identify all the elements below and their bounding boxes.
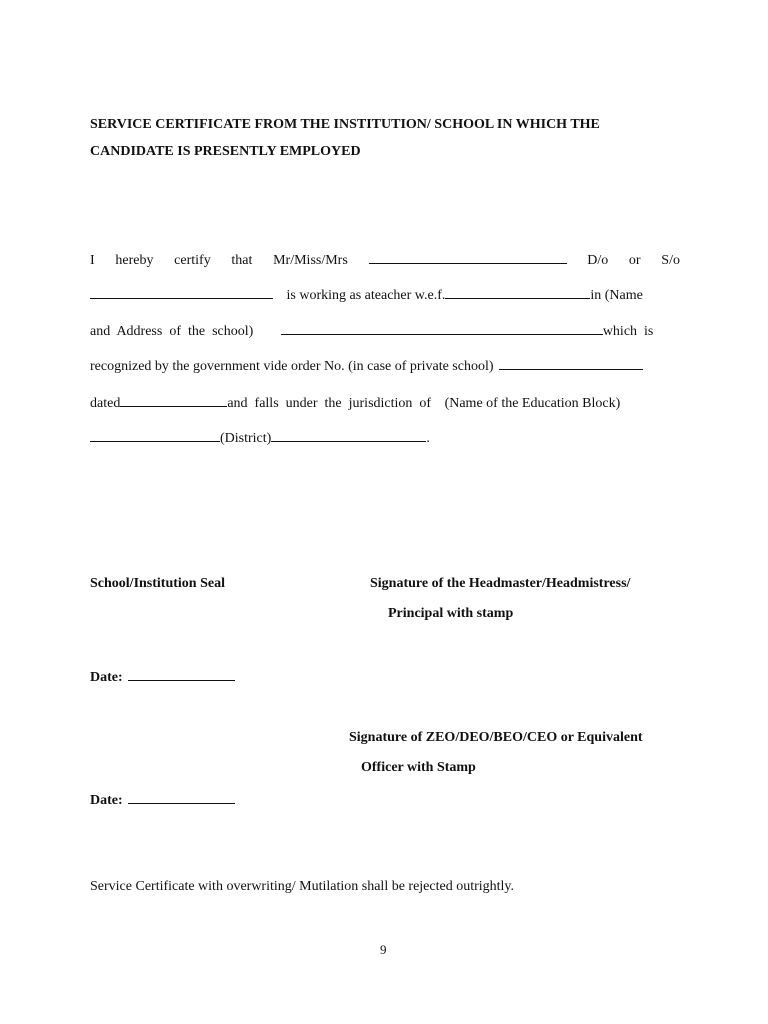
rejection-note: Service Certificate with overwriting/ Mutilation shall be rejected outrightly.	[90, 879, 515, 894]
word-certify: certify	[174, 253, 211, 268]
date-field-1	[90, 668, 235, 686]
date-blank-1[interactable]	[128, 668, 235, 681]
date-blank-2[interactable]	[128, 791, 235, 804]
school-address-blank[interactable]	[281, 322, 603, 335]
officer-stamp-label: Officer with Stamp	[361, 760, 476, 775]
certificate-title-line-1: SERVICE CERTIFICATE FROM THE INSTITUTION/ SCHOOL IN WHICH THE	[90, 117, 600, 132]
principal-stamp-label: Principal with stamp	[388, 606, 514, 621]
page-number: 9	[380, 942, 387, 957]
wef-date-blank[interactable]	[445, 286, 590, 299]
body-line-3	[90, 322, 680, 341]
body-line-6	[90, 429, 680, 448]
date-label-1: Date:	[90, 670, 123, 685]
parent-name-blank[interactable]	[90, 286, 273, 299]
order-number-blank[interactable]	[499, 357, 643, 370]
word-that: that	[231, 253, 253, 268]
district-blank[interactable]	[271, 429, 426, 442]
daughter-of-label: D/o	[587, 253, 609, 268]
word-hereby: hereby	[115, 253, 154, 268]
certificate-title-line-2: CANDIDATE IS PRESENTLY EMPLOYED	[90, 144, 361, 159]
date-label-2: Date:	[90, 793, 123, 808]
body-line-4	[90, 357, 680, 376]
district-label: (District)	[220, 431, 272, 446]
officer-signature-label: Signature of ZEO/DEO/BEO/CEO or Equivalent	[349, 730, 643, 745]
recognized-text: recognized by the government vide order No. (in case of private school)	[90, 359, 494, 374]
headmaster-signature-label: Signature of the Headmaster/Headmistress/	[370, 576, 631, 591]
jurisdiction-text: and falls under the jurisdiction of	[227, 396, 432, 411]
body-line-1	[90, 251, 680, 270]
body-line-5	[90, 394, 680, 413]
son-of-label: S/o	[661, 253, 680, 268]
education-block-blank[interactable]	[90, 429, 220, 442]
body-line-2	[90, 286, 680, 305]
working-as-teacher-text: is working as ateacher w.e.f.	[286, 288, 446, 303]
address-of-school-text: and Address of the school)	[90, 324, 254, 339]
line-end-period: .	[426, 431, 430, 446]
school-seal-label: School/Institution Seal	[90, 576, 225, 591]
word-i: I	[90, 253, 95, 268]
title-prefix-label: Mr/Miss/Mrs	[273, 253, 348, 268]
date-field-2	[90, 791, 235, 809]
candidate-name-blank[interactable]	[369, 251, 567, 264]
name-label-text: in (Name	[590, 288, 643, 303]
dated-label: dated	[90, 396, 121, 411]
education-block-label: (Name of the Education Block)	[444, 396, 621, 411]
word-or: or	[628, 253, 641, 268]
which-is-text: which is	[602, 324, 654, 339]
dated-blank[interactable]	[120, 394, 227, 407]
